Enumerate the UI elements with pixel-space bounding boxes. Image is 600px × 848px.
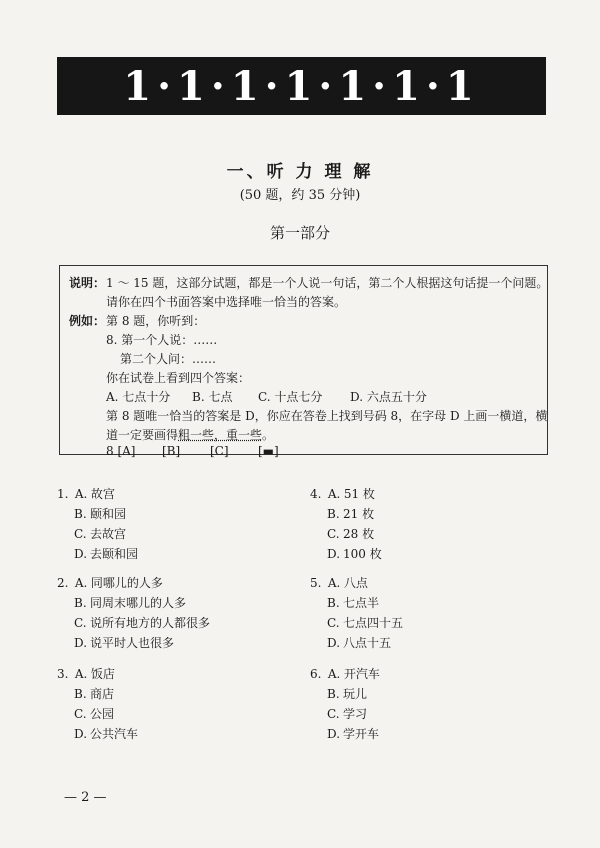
option-text: 同哪儿的人多 (90, 576, 163, 590)
question-number: 6. (310, 667, 322, 681)
example-label: 例如： (69, 314, 106, 328)
option-letter: A. (74, 576, 88, 590)
example-option: B. 七点 (192, 390, 233, 404)
option-text: 八点 (343, 576, 368, 590)
option-text: 21 枚 (343, 507, 375, 521)
option-text: 商店 (90, 687, 115, 701)
option-text: 玩儿 (343, 687, 368, 701)
note-label: 说明： (69, 276, 106, 290)
option-text: 学开车 (343, 727, 380, 741)
example-line: 8. 第一个人说：…… (106, 333, 218, 347)
option-letter: A. (327, 667, 341, 681)
title-banner (57, 57, 546, 115)
section-subtitle: (50 题，约 35 分钟) (239, 188, 361, 203)
option-text: 同周末哪儿的人多 (90, 596, 187, 610)
option-text: 公共汽车 (90, 727, 139, 741)
option-letter: C. (74, 527, 87, 541)
option-text: 七点半 (343, 596, 380, 610)
option-text: 开汽车 (343, 667, 380, 681)
banner-text: 1·1·1·1·1·1·1 (123, 62, 480, 110)
emphasized-text: 粗一些，重一些 (178, 428, 263, 442)
option-letter: D. (327, 636, 341, 650)
question-2 (57, 573, 210, 653)
option-text: 100 枚 (343, 547, 382, 561)
question-5 (310, 573, 403, 653)
answer-sample: 8 [A] (106, 444, 136, 458)
question-number: 5. (310, 576, 322, 590)
question-number: 4. (310, 487, 322, 501)
answer-sample-marked: [▬] (258, 444, 279, 458)
question-number: 3. (57, 667, 69, 681)
option-letter: B. (74, 687, 87, 701)
question-3 (57, 664, 138, 744)
part-title: 第一部分 (269, 224, 330, 242)
option-letter: B. (74, 596, 87, 610)
option-text: 饭店 (90, 667, 115, 681)
example-text: 。 (262, 428, 275, 442)
answer-sample: [C] (210, 444, 229, 458)
option-text: 51 枚 (343, 487, 375, 501)
example-line: 第 8 题唯一恰当的答案是 D，你应在答卷上找到号码 8，在字母 D 上画一横道，横 (106, 409, 548, 423)
option-letter: D. (74, 636, 88, 650)
option-letter: C. (74, 707, 87, 721)
question-1 (57, 484, 138, 564)
option-letter: D. (74, 727, 88, 741)
option-text: 公园 (90, 707, 115, 721)
option-letter: D. (327, 547, 341, 561)
question-number: 2. (57, 576, 69, 590)
instructions-box (59, 265, 549, 458)
example-line: 第二个人问：…… (120, 352, 217, 366)
option-text: 说平时人也很多 (90, 636, 175, 650)
option-text: 学习 (343, 707, 368, 721)
option-text: 去颐和园 (90, 547, 139, 561)
question-6 (310, 664, 380, 744)
option-letter: C. (327, 527, 340, 541)
option-text: 说所有地方的人都很多 (90, 616, 211, 630)
example-option: A. 七点十分 (106, 390, 171, 404)
option-letter: C. (327, 707, 340, 721)
option-text: 去故宫 (90, 527, 127, 541)
option-letter: D. (74, 547, 88, 561)
note-line: 1 ～ 15 题，这部分试题，都是一个人说一句话，第二个人根据这句话提一个问题。 (106, 276, 549, 290)
note-line: 请你在四个书面答案中选择唯一恰当的答案。 (106, 295, 347, 309)
page-number: — 2 — (64, 790, 107, 805)
option-text: 七点四十五 (343, 616, 404, 630)
example-line: 你在试卷上看到四个答案： (106, 371, 251, 385)
option-letter: B. (327, 596, 340, 610)
answer-sample: [B] (162, 444, 181, 458)
option-letter: C. (74, 616, 87, 630)
option-text: 故宫 (90, 487, 115, 501)
option-letter: B. (327, 507, 340, 521)
option-letter: A. (327, 576, 341, 590)
option-text: 颐和园 (90, 507, 127, 521)
option-letter: B. (327, 687, 340, 701)
example-option: D. 六点五十分 (350, 390, 427, 404)
example-line: 第 8 题，你听到： (106, 314, 206, 328)
question-4 (310, 484, 382, 564)
example-text: 道一定要画得 (106, 428, 179, 442)
example-option: C. 十点七分 (258, 390, 323, 404)
option-text: 28 枚 (343, 527, 375, 541)
option-letter: D. (327, 727, 341, 741)
question-number: 1. (57, 487, 69, 501)
option-text: 八点十五 (343, 636, 392, 650)
option-letter: A. (74, 487, 88, 501)
option-letter: B. (74, 507, 87, 521)
section-title: 一、听 力 理 解 (226, 162, 374, 182)
option-letter: A. (327, 487, 341, 501)
option-letter: C. (327, 616, 340, 630)
option-letter: A. (74, 667, 88, 681)
